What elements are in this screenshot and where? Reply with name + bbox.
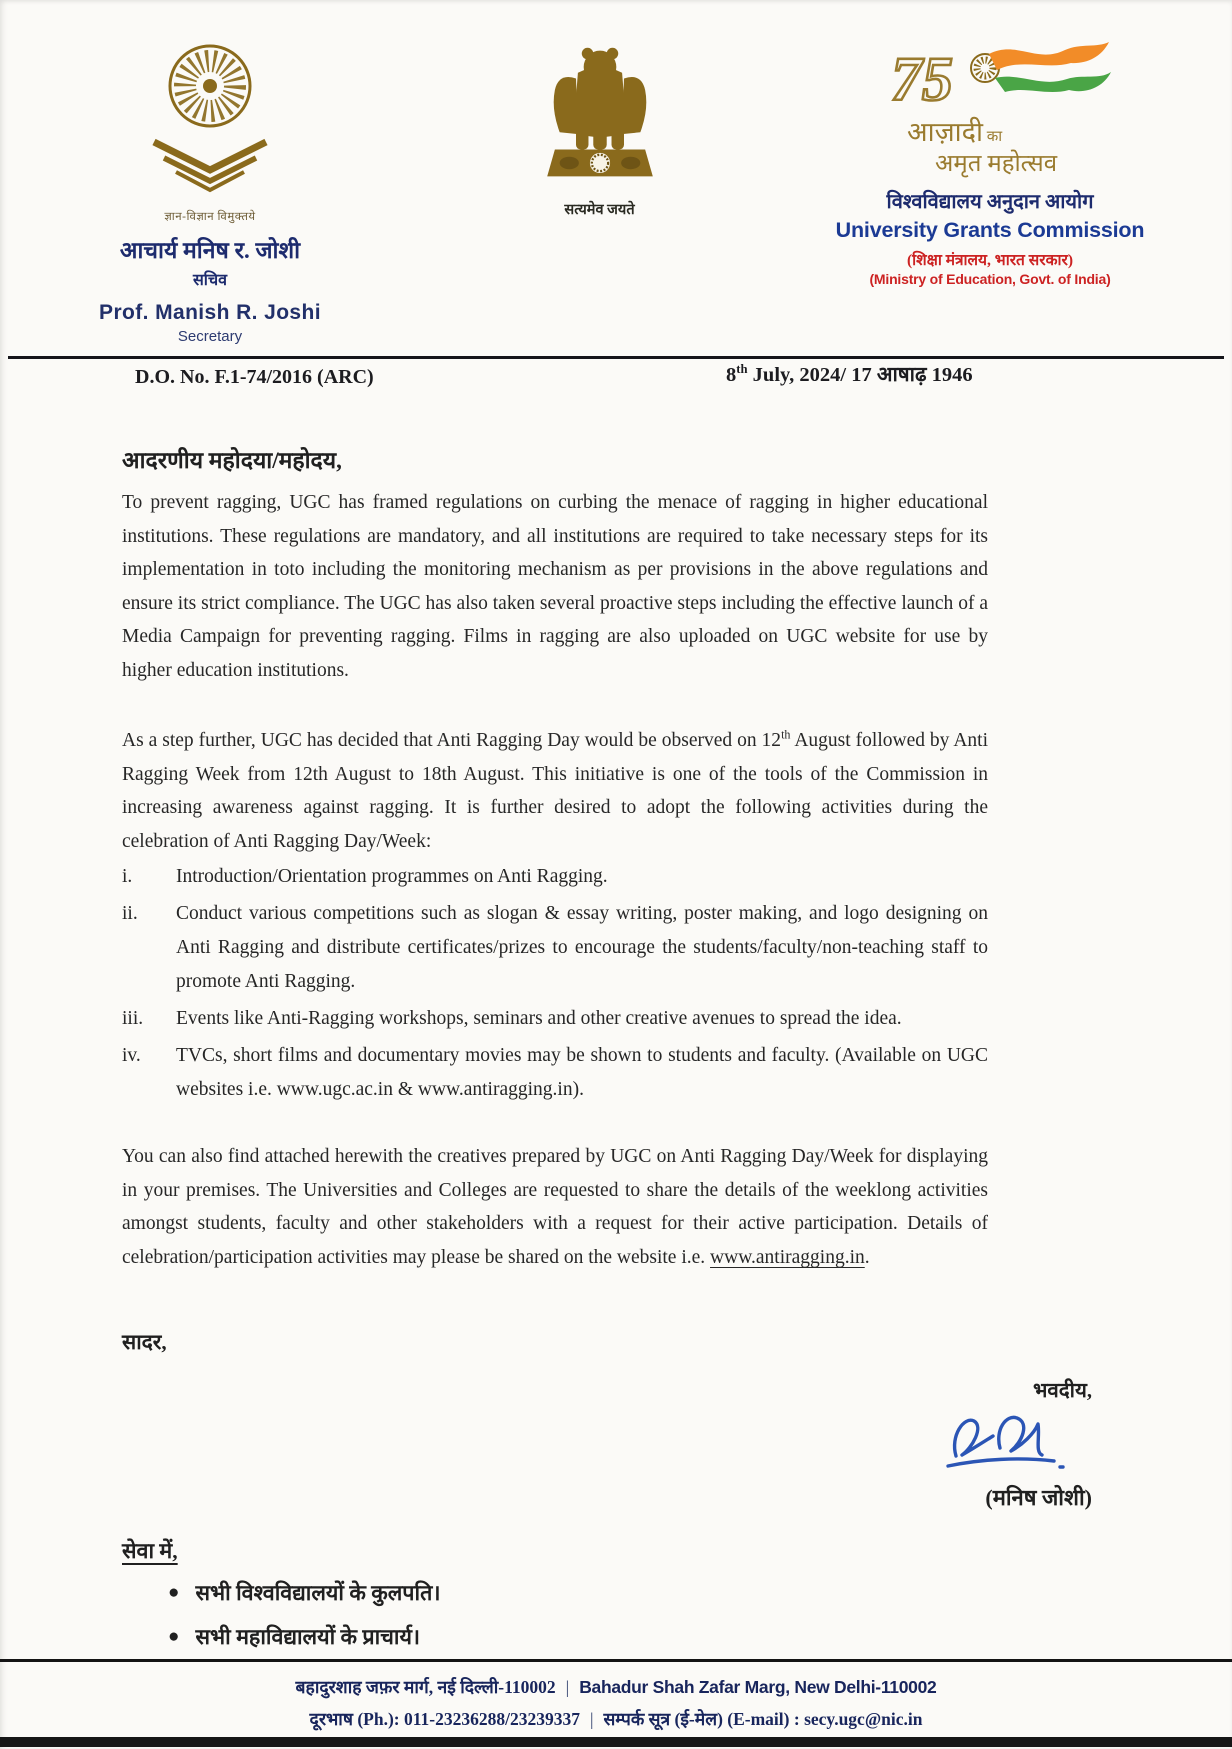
azadi-text-line1: आज़ादी का — [907, 117, 1003, 147]
secretary-title: Secretary — [177, 328, 243, 345]
ministry-hindi: (शिक्षा मंत्रालय, भारत सरकार) — [906, 252, 1073, 269]
signature — [940, 1404, 1080, 1482]
ministry-english: (Ministry of Education, Govt. of India) — [869, 271, 1111, 287]
list-text: Introduction/Orientation programmes on Anti Ragging. — [176, 866, 608, 887]
list-marker: iv. — [122, 1045, 141, 1066]
list-item — [122, 860, 988, 894]
footer-divider — [0, 1659, 1232, 1662]
list-text: Events like Anti-Ragging workshops, seminars and other creative avenues to spread the idea. — [176, 1008, 902, 1029]
list-item — [122, 897, 988, 999]
list-marker: i. — [122, 866, 133, 887]
ugc-logo-caption: ज्ञान-विज्ञान विमुक्तये — [164, 211, 256, 223]
reference-number: D.O. No. F.1-74/2016 (ARC) — [135, 366, 374, 388]
emblem-motto: सत्यमेव जयते — [564, 202, 635, 218]
azadi-text-line2: अमृत महोत्सव — [935, 151, 1058, 177]
paragraph-1: To prevent ragging, UGC has framed regulations on curbing the menace of ragging in higher educational institutions. These regulations are mandatory, and all institutions are required to take necessary steps for its implementation in toto including the monitoring mechanism as per provisions in the above regulations and ensure its strict compliance. The UGC has also taken several proactive steps including the effective launch of a Media Campaign for preventing ragging. Films in ragging are also uploaded on UGC website for use by higher education institutions. — [122, 492, 988, 681]
list-item — [122, 1002, 988, 1036]
national-emblem-icon — [528, 177, 672, 194]
activities-list — [122, 860, 988, 1110]
letter-date: 8th July, 2024/ 17 आषाढ़ 1946 — [726, 362, 973, 386]
recipient-item: ● सभी महाविद्यालयों के प्राचार्य। — [168, 1625, 421, 1649]
separator: | — [565, 1677, 570, 1697]
footer — [0, 1671, 1232, 1735]
salutation: आदरणीय महोदया/महोदय, — [122, 448, 342, 473]
paragraph-2: As a step further, UGC has decided that Anti Ragging Day would be observed on 12th August followed by Anti Ragging Week from 12th August to 18th August. This initiative is one of the tools of the Commission in increasing awareness against ragging. It is further desired to adopt the following activities during the celebration of Anti Ragging Day/Week: — [122, 727, 988, 852]
recipient-item: ● सभी विश्वविद्यालयों के कुलपति। — [168, 1581, 441, 1605]
azadi-ka-amrit-mahotsav-logo — [865, 34, 1115, 177]
paragraph-3: You can also find attached herewith the creatives prepared by UGC on Anti Ragging Day/Week for displaying in your premises. The Universities and Colleges are requested to share the details of the weeklong activities amongst students, faculty and other stakeholders with a request for their active participation. Details of celebration/participation activities may please be shared on the website i.e. www.antiragging.in. — [122, 1146, 988, 1268]
header-left — [70, 34, 350, 345]
org-name-hindi: विश्वविद्यालय अनुदान आयोग — [886, 191, 1094, 213]
footer-contact: दूरभाष (Ph.): 011-23236288/23239337 | सम्पर्क सूत्र (ई-मेल) (E-mail) : secy.ugc@nic.in — [309, 1709, 923, 1729]
footer-address: बहादुरशाह जफ़र मार्ग, नई दिल्ली-110002 | Bahadur Shah Zafar Marg, New Delhi-110002 — [295, 1677, 937, 1697]
bottom-bar — [0, 1737, 1232, 1747]
recipients-heading: सेवा में, — [122, 1539, 178, 1563]
header-divider — [8, 356, 1224, 359]
azadi-75-flag-icon — [865, 34, 1115, 120]
list-item — [122, 1039, 988, 1107]
separator: | — [589, 1709, 594, 1729]
secretary-title-hindi: सचिव — [192, 272, 228, 289]
list-text: Conduct various competitions such as slogan & essay writing, poster making, and logo designing on Anti Ragging and distribute certificates/prizes to encourage the students/faculty/non-teaching staff to promote Anti Ragging. — [176, 903, 988, 992]
svg-text:75: 75 — [891, 46, 953, 114]
header-right — [815, 34, 1165, 287]
antiragging-link[interactable]: www.antiragging.in — [710, 1246, 865, 1268]
bullet-icon: ● — [168, 1626, 180, 1647]
bullet-icon: ● — [168, 1582, 180, 1603]
list-text: TVCs, short films and documentary movies may be shown to students and faculty. (Available on UGC websites i.e. www.ugc.ac.in & www.antiragging.in). — [176, 1045, 988, 1100]
closing-regards: सादर, — [122, 1330, 167, 1354]
header-center — [492, 38, 707, 219]
ugc-logo-icon — [134, 189, 286, 206]
secretary-name-hindi: आचार्य मनिष र. जोशी — [119, 238, 301, 263]
secretary-name: Prof. Manish R. Joshi — [99, 301, 321, 324]
list-marker: iii. — [122, 1008, 144, 1029]
closing-yours: भवदीय, — [1032, 1380, 1092, 1402]
signatory-name: (मनिष जोशी) — [985, 1485, 1092, 1510]
list-marker: ii. — [122, 903, 138, 924]
org-name-english: University Grants Commission — [835, 218, 1145, 242]
